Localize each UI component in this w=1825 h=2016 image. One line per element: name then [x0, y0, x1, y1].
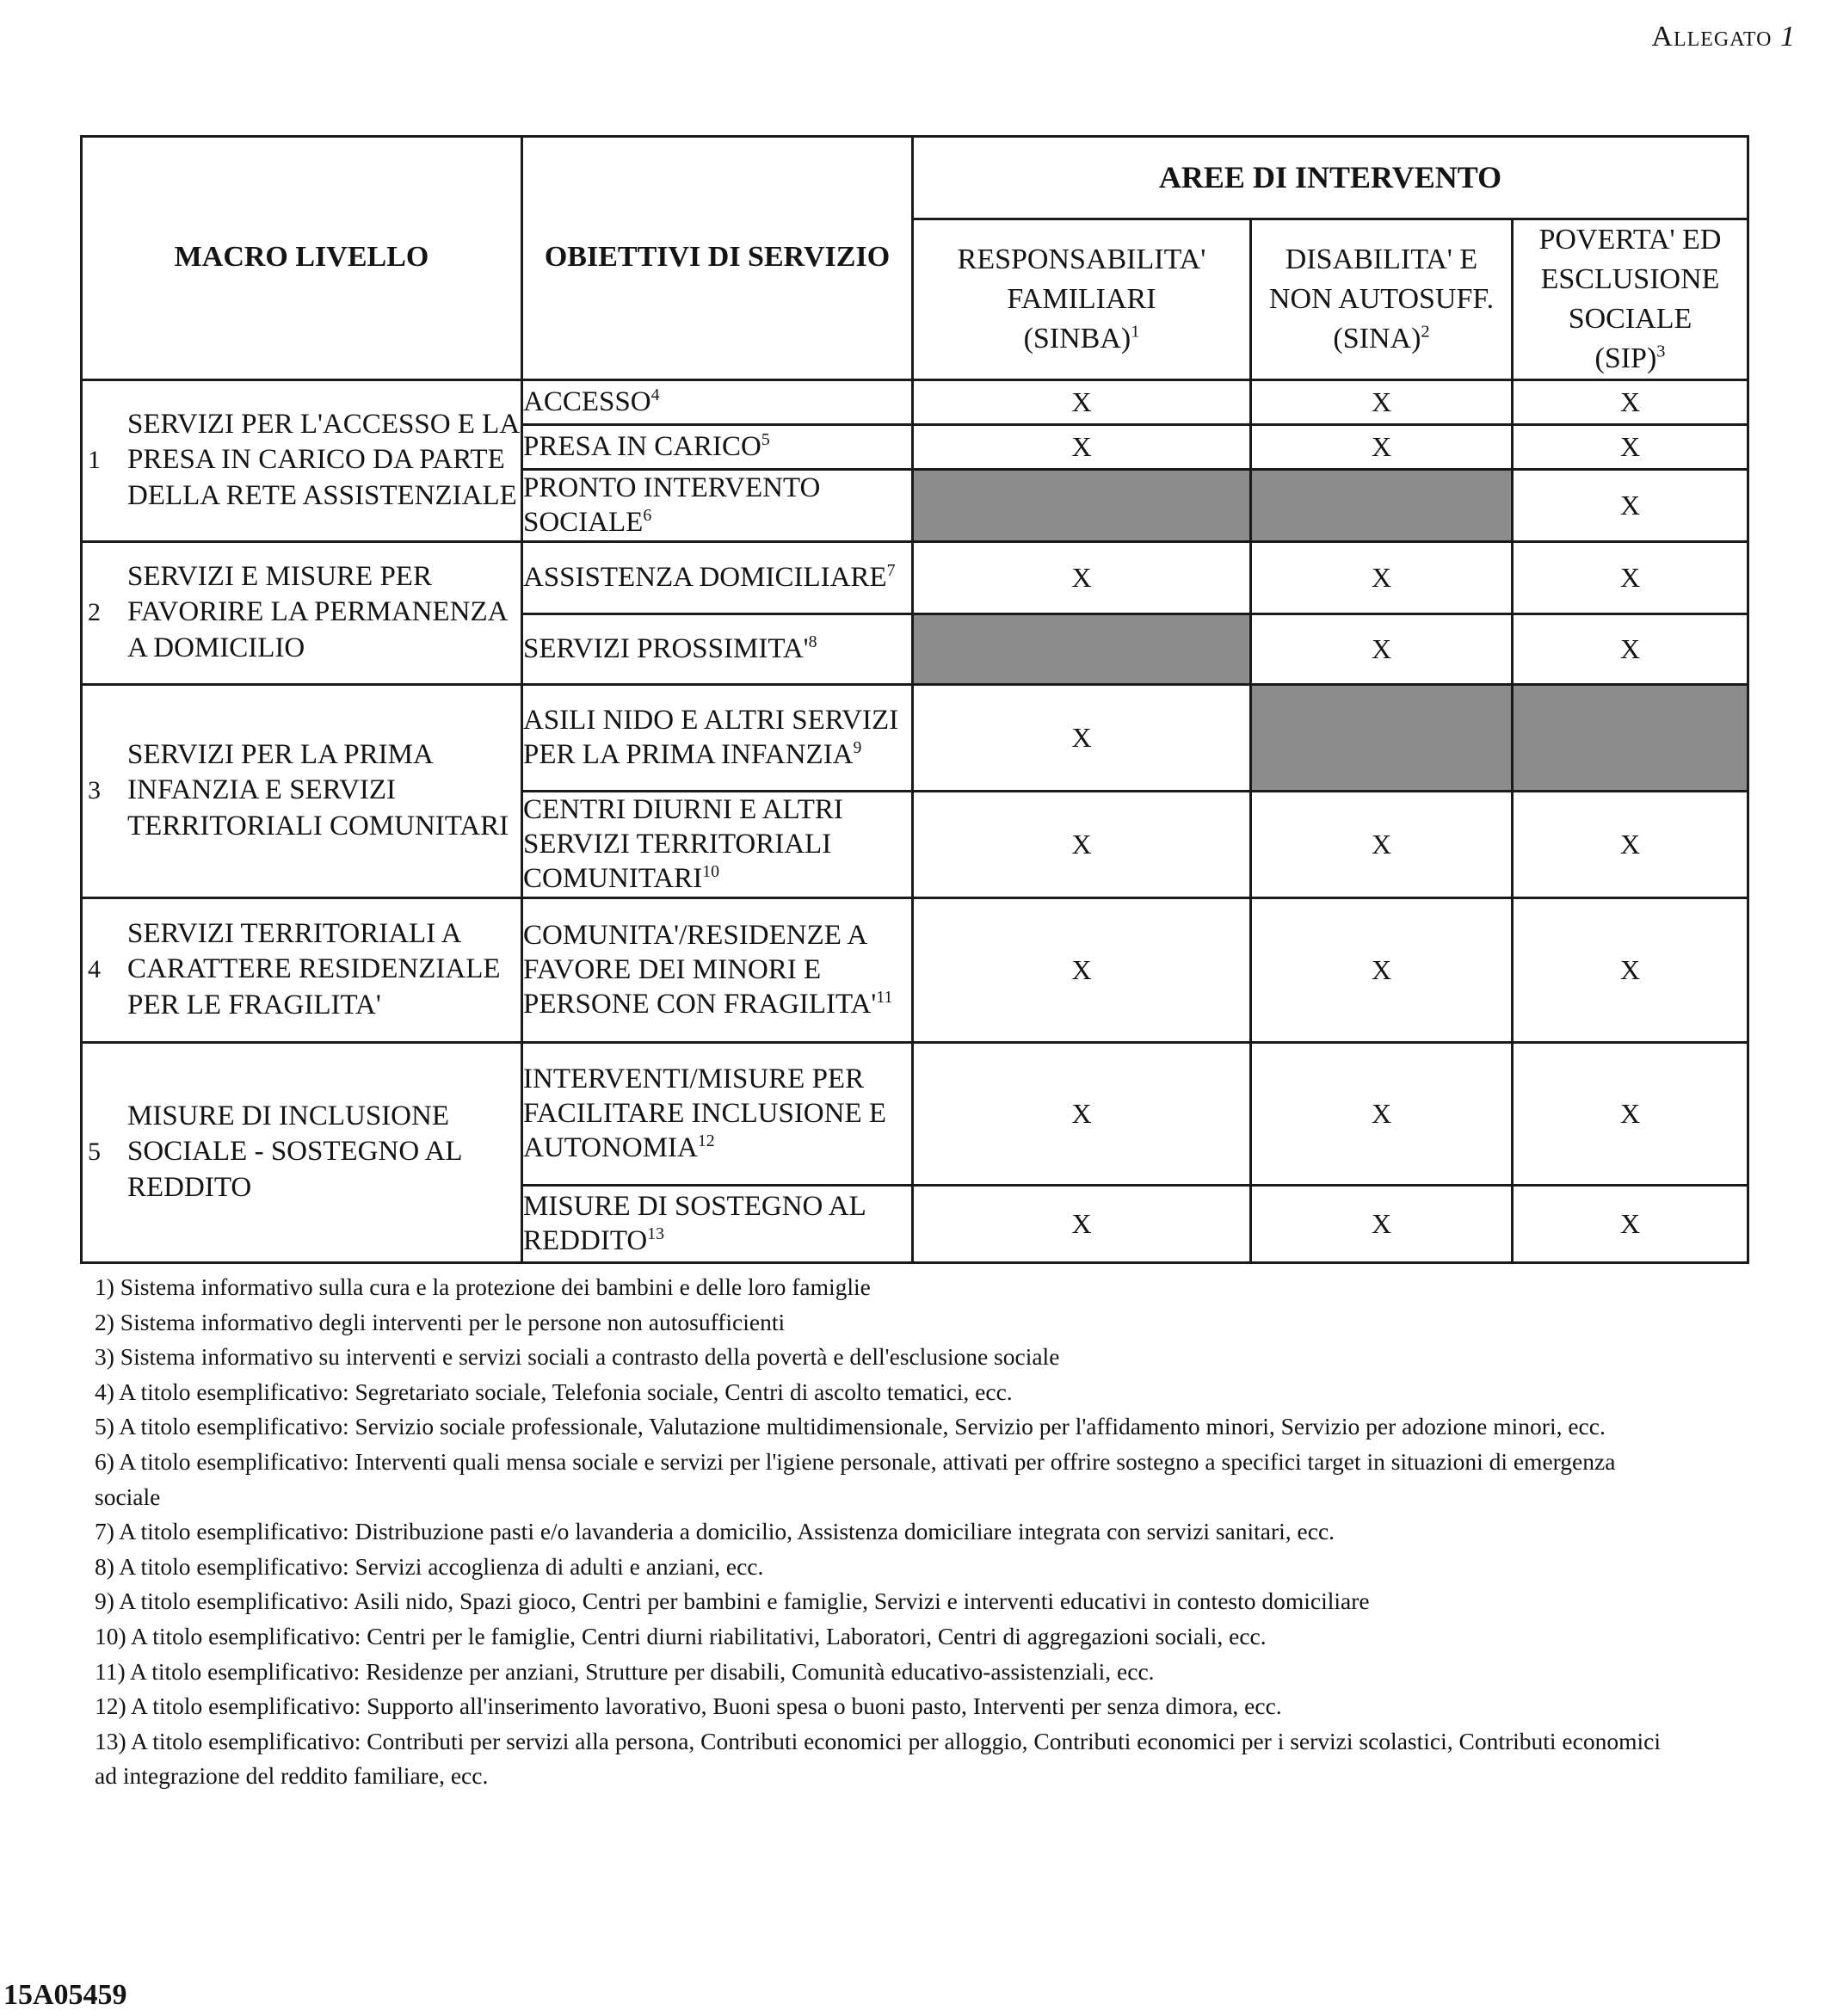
annex-number: 1: [1780, 21, 1796, 52]
footnote-ref: 4: [650, 385, 660, 404]
macro-label: SERVIZI TERRITORIALI A CARATTERE RESIDENZIALE PER LE FRAGILITA': [127, 917, 501, 1020]
mark-cell: X: [1513, 379, 1748, 424]
table-row: [82, 541, 1748, 613]
footnote: 5) A titolo esemplificativo: Servizio sociale professionale, Valutazione multidimensionale, Servizio per l'affidamento minori, Servizio per adozione minori, ecc.: [95, 1413, 1606, 1440]
mark-cell: X: [913, 897, 1251, 1042]
mark-cell: X: [913, 1185, 1251, 1262]
footnote-ref: 8: [808, 632, 817, 651]
annex-word: Allegato: [1651, 21, 1773, 52]
shaded-cell: [1513, 684, 1748, 791]
footnote: 2) Sistema informativo degli interventi per le persone non autosufficienti: [95, 1308, 786, 1335]
footnote-ref: 1: [1131, 322, 1140, 342]
macro-level-1: [82, 379, 522, 541]
objective-text: ASILI NIDO E ALTRI SERVIZI PER LA PRIMA INFANZIA: [523, 704, 899, 771]
mark-cell: X: [1251, 379, 1513, 424]
mark-cell: X: [1251, 1042, 1513, 1185]
footnote-ref: 2: [1421, 322, 1430, 342]
shaded-cell: [1251, 469, 1513, 541]
shaded-cell: [913, 613, 1251, 684]
area-code: (SIP): [1594, 342, 1657, 374]
footnote-ref: 11: [876, 988, 893, 1008]
mark-cell: X: [1513, 1185, 1748, 1262]
footnote: 11) A titolo esemplificativo: Residenze per anziani, Strutture per disabili, Comunità educativo-assistenziali, ecc.: [95, 1657, 1155, 1685]
header-area-sinba: [913, 219, 1251, 380]
header-obiettivi: OBIETTIVI DI SERVIZIO: [522, 137, 913, 380]
objective-cell: [522, 1042, 913, 1185]
table-row: [82, 379, 1748, 424]
macro-label: SERVIZI PER LA PRIMA INFANZIA E SERVIZI TERRITORIALI COMUNITARI: [127, 738, 509, 842]
macro-number: 4: [88, 955, 101, 984]
macro-level-4: [82, 897, 522, 1042]
footnote: 4) A titolo esemplificativo: Segretariato sociale, Telefonia sociale, Centri di ascolto tematici, ecc.: [95, 1378, 1013, 1405]
mark-cell: X: [913, 1042, 1251, 1185]
footnote: 7) A titolo esemplificativo: Distribuzione pasti e/o lavanderia a domicilio, Assistenza domiciliare integrata con servizi sanitari, ecc.: [95, 1518, 1335, 1545]
macro-number: 5: [88, 1137, 101, 1167]
mark-cell: X: [1513, 1042, 1748, 1185]
mark-cell: X: [1513, 424, 1748, 469]
macro-level-3: [82, 684, 522, 897]
header-area-sina: [1251, 219, 1513, 380]
macro-label: SERVIZI E MISURE PER FAVORIRE LA PERMANENZA A DOMICILIO: [127, 560, 507, 663]
macro-label: MISURE DI INCLUSIONE SOCIALE - SOSTEGNO AL REDDITO: [127, 1100, 462, 1203]
footnote-ref: 12: [697, 1131, 715, 1151]
header-macro-livello: MACRO LIVELLO: [82, 137, 522, 380]
macro-number: 3: [88, 776, 101, 805]
objective-cell: [522, 379, 913, 424]
table-row: [82, 1042, 1748, 1185]
footnote: 13) A titolo esemplificativo: Contributi per servizi alla persona, Contributi economici per alloggio, Contributi economici per i servizi scolastici, Contributi economici ad integrazione del reddito familiare, ecc.: [95, 1727, 1661, 1790]
objective-text: PRONTO INTERVENTO SOCIALE: [523, 472, 821, 539]
table-row: [82, 897, 1748, 1042]
objective-cell: [522, 791, 913, 897]
footnote-ref: 7: [886, 560, 896, 580]
objective-text: COMUNITA'/RESIDENZE A FAVORE DEI MINORI E PERSONE CON FRAGILITA': [523, 919, 877, 1020]
document-number: 15A05459: [3, 1979, 127, 2011]
mark-cell: X: [1513, 469, 1748, 541]
footnote: 9) A titolo esemplificativo: Asili nido, Spazi gioco, Centri per bambini e famiglie, Servizi e interventi educativi in contesto domiciliare: [95, 1588, 1370, 1615]
footnote: 3) Sistema informativo su interventi e servizi sociali a contrasto della povertà e dell'esclusione sociale: [95, 1343, 1060, 1371]
macro-number: 1: [88, 446, 101, 475]
header-aree-intervento: AREE DI INTERVENTO: [913, 137, 1748, 219]
objective-cell: [522, 613, 913, 684]
mark-cell: X: [1513, 897, 1748, 1042]
objective-cell: [522, 684, 913, 791]
macro-level-5: [82, 1042, 522, 1262]
mark-cell: X: [1251, 541, 1513, 613]
macro-number: 2: [88, 598, 101, 627]
objective-cell: [522, 469, 913, 541]
service-objectives-table: [80, 135, 1749, 1264]
mark-cell: X: [1513, 613, 1748, 684]
mark-cell: X: [1513, 791, 1748, 897]
area-name: DISABILITA' E NON AUTOSUFF.: [1268, 243, 1495, 315]
footnote: 6) A titolo esemplificativo: Interventi quali mensa sociale e servizi per l'igiene personale, attivati per offrire sostegno a specifici target in situazioni di emergenza sociale: [95, 1447, 1616, 1510]
mark-cell: X: [1513, 541, 1748, 613]
area-code: (SINBA): [1023, 322, 1131, 354]
area-name: POVERTA' ED ESCLUSIONE SOCIALE: [1538, 224, 1722, 335]
objective-cell: [522, 1185, 913, 1262]
objective-text: ASSISTENZA DOMICILIARE: [523, 561, 887, 593]
mark-cell: X: [1251, 791, 1513, 897]
mark-cell: X: [913, 379, 1251, 424]
objective-cell: [522, 541, 913, 613]
footnote-ref: 3: [1656, 342, 1666, 361]
mark-cell: X: [1251, 424, 1513, 469]
footnote-ref: 5: [761, 429, 770, 449]
mark-cell: X: [1251, 897, 1513, 1042]
objective-cell: [522, 424, 913, 469]
area-code: (SINA): [1333, 322, 1421, 354]
objective-text: SERVIZI PROSSIMITA': [523, 632, 809, 664]
area-name: RESPONSABILITA' FAMILIARI: [957, 243, 1206, 315]
footnote-ref: 13: [647, 1224, 664, 1244]
objective-text: PRESA IN CARICO: [523, 430, 761, 462]
footnotes: [95, 1270, 1686, 1794]
mark-cell: X: [1251, 1185, 1513, 1262]
objective-text: MISURE DI SOSTEGNO AL REDDITO: [523, 1190, 866, 1257]
objective-text: ACCESSO: [523, 385, 651, 417]
mark-cell: X: [913, 541, 1251, 613]
annex-label: [1651, 21, 1796, 53]
footnote-ref: 9: [853, 738, 862, 758]
shaded-cell: [1251, 684, 1513, 791]
macro-level-2: [82, 541, 522, 684]
footnote: 8) A titolo esemplificativo: Servizi accoglienza di adulti e anziani, ecc.: [95, 1552, 764, 1580]
mark-cell: X: [1251, 613, 1513, 684]
objective-text: INTERVENTI/MISURE PER FACILITARE INCLUSIONE E AUTONOMIA: [523, 1063, 887, 1164]
footnote: 10) A titolo esemplificativo: Centri per le famiglie, Centri diurni riabilitativi, Laboratori, Centri di aggregazioni sociali, ecc.: [95, 1622, 1267, 1649]
footnote-ref: 6: [643, 506, 652, 526]
footnote-ref: 10: [702, 862, 719, 882]
mark-cell: X: [913, 424, 1251, 469]
shaded-cell: [913, 469, 1251, 541]
footnote: 1) Sistema informativo sulla cura e la protezione dei bambini e delle loro famiglie: [95, 1273, 871, 1300]
macro-label: SERVIZI PER L'ACCESSO E LA PRESA IN CARICO DA PARTE DELLA RETE ASSISTENZIALE: [127, 408, 519, 511]
table-row: [82, 684, 1748, 791]
objective-cell: [522, 897, 913, 1042]
mark-cell: X: [913, 791, 1251, 897]
objective-text: CENTRI DIURNI E ALTRI SERVIZI TERRITORIALI COMUNITARI: [523, 793, 843, 895]
footnote: 12) A titolo esemplificativo: Supporto all'inserimento lavorativo, Buoni spesa o buoni pasto, Interventi per senza dimora, ecc.: [95, 1692, 1282, 1720]
mark-cell: X: [913, 684, 1251, 791]
header-area-sip: [1513, 219, 1748, 380]
